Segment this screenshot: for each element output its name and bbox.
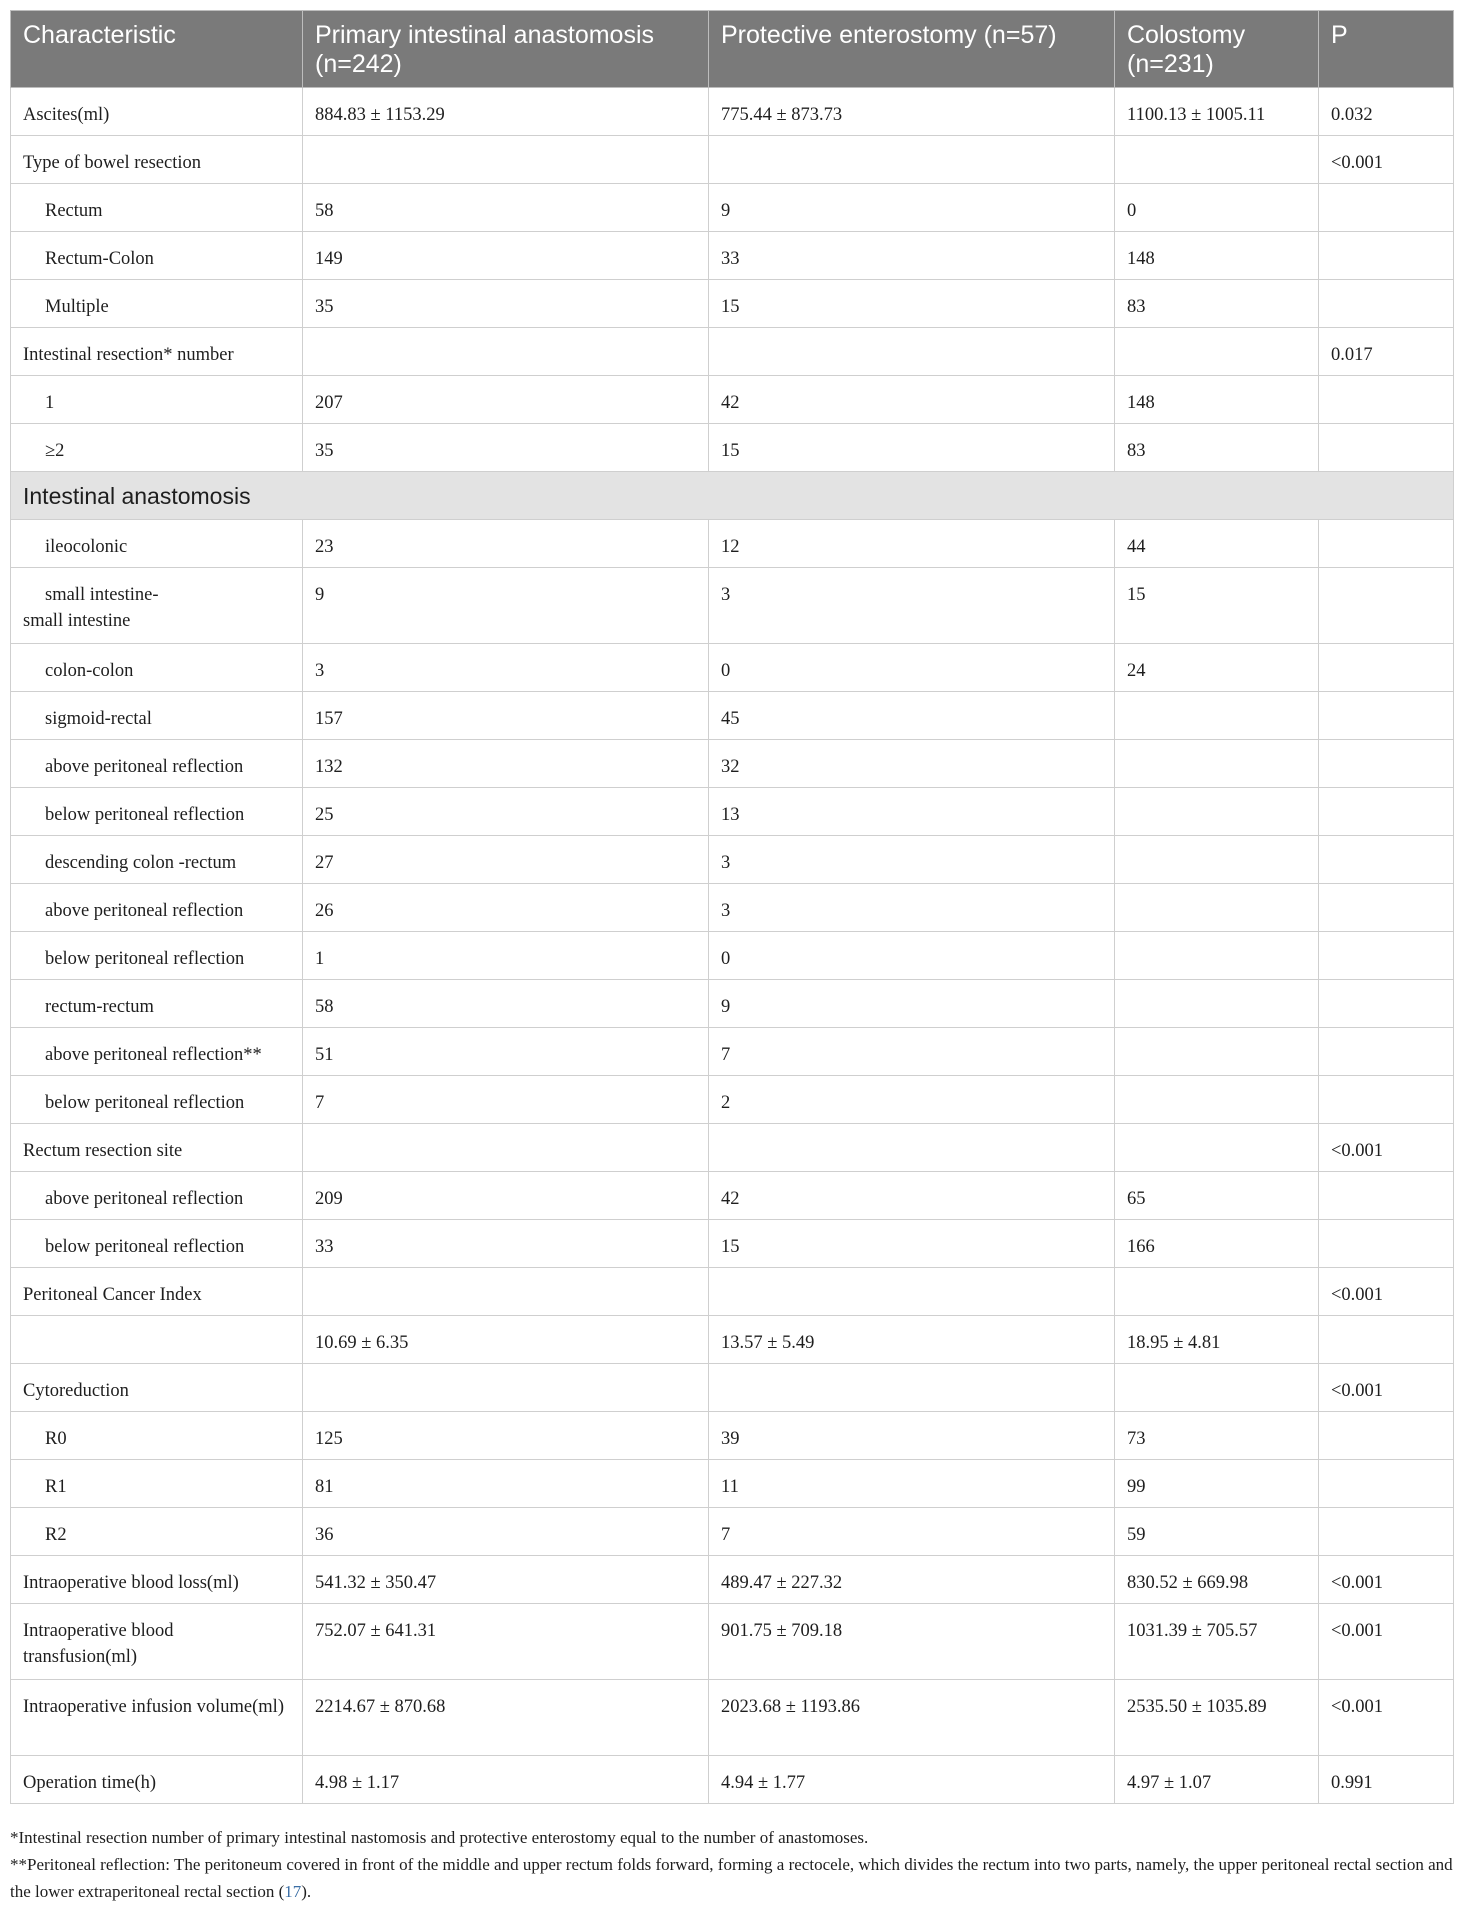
cell-colostomy (1115, 1076, 1319, 1124)
table-row (11, 1028, 1454, 1076)
cell-colostomy: 65 (1115, 1172, 1319, 1220)
row-label: R2 (11, 1508, 303, 1556)
cell-protective: 0 (709, 932, 1115, 980)
cell-protective (709, 136, 1115, 184)
cell-protective: 7 (709, 1508, 1115, 1556)
cell-protective: 42 (709, 376, 1115, 424)
cell-primary: 7 (303, 1076, 709, 1124)
footnote-1: *Intestinal resection number of primary intestinal nastomosis and protective enterostomy equal to the number of anastomoses. (10, 1828, 869, 1847)
table-header-row (11, 11, 1454, 88)
cell-colostomy (1115, 980, 1319, 1028)
row-label: Rectum resection site (11, 1124, 303, 1172)
header-characteristic: Characteristic (11, 11, 303, 88)
cell-primary: 209 (303, 1172, 709, 1220)
cell-primary: 125 (303, 1412, 709, 1460)
row-label: above peritoneal reflection (11, 1172, 303, 1220)
row-label-line-1: small intestine- (45, 585, 159, 605)
cell-protective (709, 328, 1115, 376)
cell-colostomy (1115, 692, 1319, 740)
cell-primary: 23 (303, 520, 709, 568)
table-row (11, 692, 1454, 740)
row-label: Peritoneal Cancer Index (11, 1268, 303, 1316)
cell-protective: 45 (709, 692, 1115, 740)
cell-primary (303, 1364, 709, 1412)
table-row (11, 328, 1454, 376)
table-row (11, 136, 1454, 184)
row-label-line-2: small intestine (23, 611, 131, 631)
results-table (10, 10, 1454, 1804)
cell-primary: 58 (303, 184, 709, 232)
cell-p-value (1319, 520, 1454, 568)
cell-colostomy (1115, 1364, 1319, 1412)
table-row (11, 1172, 1454, 1220)
row-label: ≥2 (11, 424, 303, 472)
cell-colostomy (1115, 884, 1319, 932)
row-label: below peritoneal reflection (11, 932, 303, 980)
row-label: below peritoneal reflection (11, 1076, 303, 1124)
cell-colostomy: 166 (1115, 1220, 1319, 1268)
cell-p-value: <0.001 (1319, 1680, 1454, 1756)
cell-protective: 3 (709, 884, 1115, 932)
cell-p-value (1319, 1172, 1454, 1220)
cell-p-value (1319, 788, 1454, 836)
row-label: Intestinal resection* number (11, 328, 303, 376)
cell-colostomy: 24 (1115, 644, 1319, 692)
cell-primary: 3 (303, 644, 709, 692)
cell-p-value: 0.017 (1319, 328, 1454, 376)
cell-protective: 32 (709, 740, 1115, 788)
header-p-value: P (1319, 11, 1454, 88)
row-label (11, 568, 303, 644)
cell-protective: 0 (709, 644, 1115, 692)
table-row (11, 1460, 1454, 1508)
cell-primary: 157 (303, 692, 709, 740)
row-label: Ascites(ml) (11, 88, 303, 136)
cell-primary (303, 1124, 709, 1172)
cell-protective: 7 (709, 1028, 1115, 1076)
cell-protective: 2 (709, 1076, 1115, 1124)
row-label: Rectum (11, 184, 303, 232)
footnote-2-end: ). (301, 1882, 312, 1901)
cell-primary (303, 136, 709, 184)
cell-protective: 2023.68 ± 1193.86 (709, 1680, 1115, 1756)
cell-colostomy: 18.95 ± 4.81 (1115, 1316, 1319, 1364)
cell-colostomy: 1100.13 ± 1005.11 (1115, 88, 1319, 136)
cell-primary: 33 (303, 1220, 709, 1268)
row-label: Multiple (11, 280, 303, 328)
row-label: above peritoneal reflection (11, 740, 303, 788)
cell-protective: 3 (709, 568, 1115, 644)
cell-p-value (1319, 568, 1454, 644)
cell-primary: 10.69 ± 6.35 (303, 1316, 709, 1364)
cell-protective: 489.47 ± 227.32 (709, 1556, 1115, 1604)
reference-link[interactable]: 17 (284, 1882, 302, 1901)
cell-primary: 25 (303, 788, 709, 836)
cell-p-value (1319, 1076, 1454, 1124)
row-label: Intraoperative blood loss(ml) (11, 1556, 303, 1604)
table-row (11, 1220, 1454, 1268)
cell-p-value (1319, 184, 1454, 232)
footnote-2-text: **Peritoneal reflection: The peritoneum covered in front of the middle and upper rectum folds forward, forming a rectocele, which divides the rectum into two parts, namely, the upper peritoneal rectal section and the lower extraperitoneal rectal section ( (10, 1855, 1453, 1901)
table-row (11, 836, 1454, 884)
table-row (11, 740, 1454, 788)
row-label: above peritoneal reflection (11, 884, 303, 932)
cell-primary (303, 1268, 709, 1316)
cell-colostomy (1115, 836, 1319, 884)
row-label: sigmoid-rectal (11, 692, 303, 740)
cell-p-value: <0.001 (1319, 1364, 1454, 1412)
section-row (11, 472, 1454, 520)
cell-protective (709, 1124, 1115, 1172)
cell-p-value (1319, 692, 1454, 740)
cell-primary: 4.98 ± 1.17 (303, 1756, 709, 1804)
cell-protective: 15 (709, 424, 1115, 472)
row-label: Rectum-Colon (11, 232, 303, 280)
header-protective-enterostomy: Protective enterostomy (n=57) (709, 11, 1115, 88)
cell-colostomy: 148 (1115, 232, 1319, 280)
row-label: R0 (11, 1412, 303, 1460)
cell-primary: 207 (303, 376, 709, 424)
cell-colostomy (1115, 1124, 1319, 1172)
header-primary-anastomosis: Primary intestinal anastomosis (n=242) (303, 11, 709, 88)
cell-p-value (1319, 884, 1454, 932)
cell-protective: 13.57 ± 5.49 (709, 1316, 1115, 1364)
row-label: colon-colon (11, 644, 303, 692)
cell-p-value: <0.001 (1319, 1556, 1454, 1604)
cell-primary: 81 (303, 1460, 709, 1508)
cell-p-value (1319, 740, 1454, 788)
cell-p-value (1319, 232, 1454, 280)
table-row (11, 568, 1454, 644)
table-row (11, 1604, 1454, 1680)
cell-colostomy: 15 (1115, 568, 1319, 644)
cell-protective: 15 (709, 1220, 1115, 1268)
row-label: Type of bowel resection (11, 136, 303, 184)
cell-protective: 9 (709, 184, 1115, 232)
cell-primary: 35 (303, 424, 709, 472)
table-row (11, 1316, 1454, 1364)
cell-protective: 33 (709, 232, 1115, 280)
cell-p-value (1319, 644, 1454, 692)
cell-colostomy (1115, 1268, 1319, 1316)
cell-primary: 884.83 ± 1153.29 (303, 88, 709, 136)
cell-primary (303, 328, 709, 376)
row-label: ileocolonic (11, 520, 303, 568)
cell-protective (709, 1268, 1115, 1316)
row-label: Intraoperative blood transfusion(ml) (11, 1604, 303, 1680)
results-table-container (10, 10, 1453, 1804)
cell-primary: 51 (303, 1028, 709, 1076)
cell-p-value (1319, 980, 1454, 1028)
row-label: Intraoperative infusion volume(ml) (11, 1680, 303, 1756)
cell-p-value: <0.001 (1319, 136, 1454, 184)
cell-p-value (1319, 1508, 1454, 1556)
table-row (11, 1508, 1454, 1556)
cell-p-value: <0.001 (1319, 1124, 1454, 1172)
cell-protective: 12 (709, 520, 1115, 568)
cell-primary: 752.07 ± 641.31 (303, 1604, 709, 1680)
table-row (11, 932, 1454, 980)
table-row (11, 232, 1454, 280)
cell-colostomy (1115, 932, 1319, 980)
cell-colostomy: 4.97 ± 1.07 (1115, 1756, 1319, 1804)
cell-colostomy: 0 (1115, 184, 1319, 232)
cell-protective: 3 (709, 836, 1115, 884)
cell-colostomy: 83 (1115, 424, 1319, 472)
cell-primary: 27 (303, 836, 709, 884)
table-row (11, 884, 1454, 932)
cell-primary: 2214.67 ± 870.68 (303, 1680, 709, 1756)
table-row (11, 88, 1454, 136)
cell-primary: 149 (303, 232, 709, 280)
cell-p-value (1319, 376, 1454, 424)
table-row (11, 1680, 1454, 1756)
cell-protective: 15 (709, 280, 1115, 328)
cell-p-value: 0.032 (1319, 88, 1454, 136)
cell-colostomy (1115, 1028, 1319, 1076)
cell-colostomy: 99 (1115, 1460, 1319, 1508)
cell-colostomy (1115, 136, 1319, 184)
cell-protective (709, 1364, 1115, 1412)
row-label: Cytoreduction (11, 1364, 303, 1412)
cell-p-value (1319, 424, 1454, 472)
cell-protective: 11 (709, 1460, 1115, 1508)
row-label: 1 (11, 376, 303, 424)
row-label: below peritoneal reflection (11, 1220, 303, 1268)
row-label: Operation time(h) (11, 1756, 303, 1804)
cell-colostomy: 83 (1115, 280, 1319, 328)
table-row (11, 1756, 1454, 1804)
table-row (11, 1556, 1454, 1604)
cell-protective: 13 (709, 788, 1115, 836)
table-row (11, 520, 1454, 568)
cell-protective: 901.75 ± 709.18 (709, 1604, 1115, 1680)
row-label (11, 1316, 303, 1364)
cell-protective: 775.44 ± 873.73 (709, 88, 1115, 136)
row-label: below peritoneal reflection (11, 788, 303, 836)
header-colostomy: Colostomy (n=231) (1115, 11, 1319, 88)
cell-p-value: <0.001 (1319, 1268, 1454, 1316)
cell-protective: 39 (709, 1412, 1115, 1460)
cell-colostomy: 59 (1115, 1508, 1319, 1556)
row-label: R1 (11, 1460, 303, 1508)
cell-p-value (1319, 932, 1454, 980)
table-row (11, 980, 1454, 1028)
cell-protective: 42 (709, 1172, 1115, 1220)
row-label: above peritoneal reflection** (11, 1028, 303, 1076)
row-label: descending colon -rectum (11, 836, 303, 884)
cell-primary: 35 (303, 280, 709, 328)
table-row (11, 376, 1454, 424)
cell-primary: 58 (303, 980, 709, 1028)
table-row (11, 1076, 1454, 1124)
cell-p-value: <0.001 (1319, 1604, 1454, 1680)
row-label: rectum-rectum (11, 980, 303, 1028)
cell-colostomy: 44 (1115, 520, 1319, 568)
cell-colostomy: 830.52 ± 669.98 (1115, 1556, 1319, 1604)
cell-colostomy: 1031.39 ± 705.57 (1115, 1604, 1319, 1680)
cell-colostomy (1115, 788, 1319, 836)
cell-p-value (1319, 1460, 1454, 1508)
cell-p-value (1319, 1220, 1454, 1268)
cell-p-value (1319, 836, 1454, 884)
cell-primary: 541.32 ± 350.47 (303, 1556, 709, 1604)
cell-protective: 9 (709, 980, 1115, 1028)
cell-p-value: 0.991 (1319, 1756, 1454, 1804)
cell-p-value (1319, 280, 1454, 328)
cell-colostomy: 148 (1115, 376, 1319, 424)
cell-p-value (1319, 1028, 1454, 1076)
table-row (11, 1268, 1454, 1316)
cell-primary: 9 (303, 568, 709, 644)
cell-p-value (1319, 1316, 1454, 1364)
table-row (11, 1124, 1454, 1172)
table-row (11, 280, 1454, 328)
cell-p-value (1319, 1412, 1454, 1460)
section-title: Intestinal anastomosis (11, 472, 1454, 520)
cell-primary: 26 (303, 884, 709, 932)
table-row (11, 424, 1454, 472)
table-row (11, 1364, 1454, 1412)
cell-colostomy (1115, 328, 1319, 376)
cell-colostomy (1115, 740, 1319, 788)
cell-colostomy: 73 (1115, 1412, 1319, 1460)
table-row (11, 184, 1454, 232)
footnote-2 (10, 1851, 1453, 1905)
cell-primary: 36 (303, 1508, 709, 1556)
cell-protective: 4.94 ± 1.77 (709, 1756, 1115, 1804)
table-row (11, 1412, 1454, 1460)
cell-primary: 132 (303, 740, 709, 788)
table-row (11, 644, 1454, 692)
cell-primary: 1 (303, 932, 709, 980)
cell-colostomy: 2535.50 ± 1035.89 (1115, 1680, 1319, 1756)
table-row (11, 788, 1454, 836)
